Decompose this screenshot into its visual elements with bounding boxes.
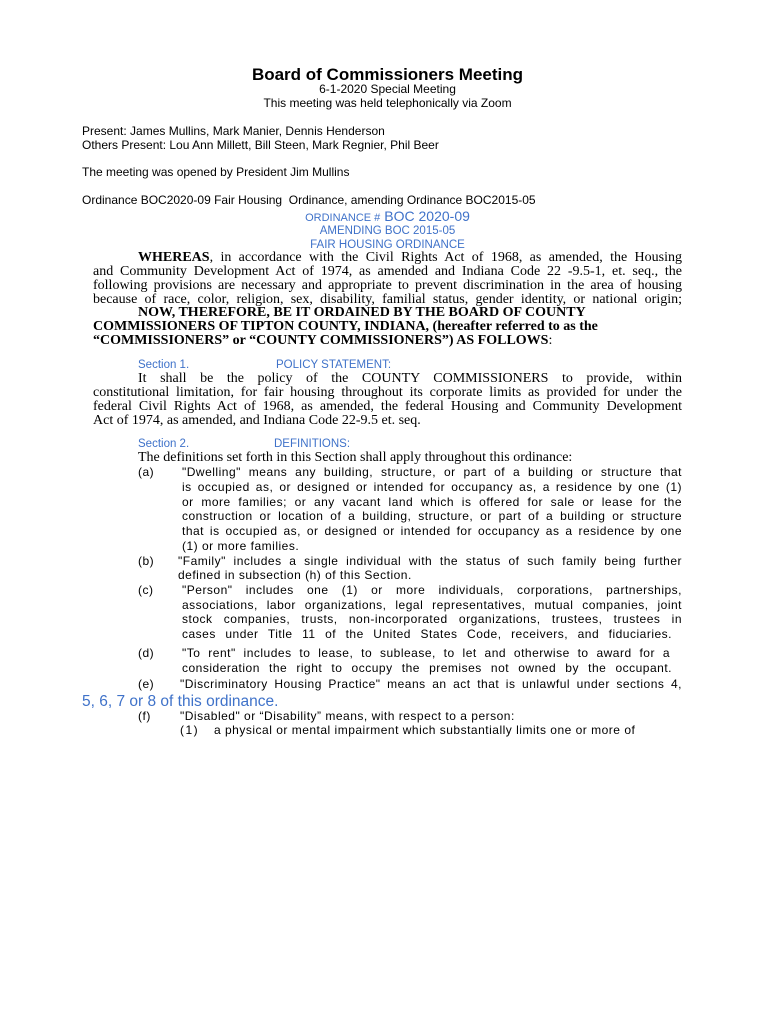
ordinance-label: ORDINANCE #: [305, 212, 381, 224]
section-line: Act of 1974, as amended, and Indiana Code 22-9.5 et. seq.: [93, 413, 421, 428]
section-line: constitutional limitation, for fair housing throughout its corporate limits as provided for under the: [93, 385, 682, 400]
subitem-text: a physical or mental impairment which substantially limits one or more of: [214, 723, 636, 737]
definition-line: "Disabled" or “Disability” means, with respect to a person:: [180, 709, 515, 723]
definition-marker: (b): [138, 554, 155, 568]
section-heading: DEFINITIONS:: [274, 438, 351, 450]
definition-line: stock companies, trusts, non-incorporated organizations, trustees, trustees in: [182, 612, 682, 626]
definition-marker: (d): [138, 646, 155, 660]
definition-line: that is occupied as, or designed or intended for occupancy as a residence by one: [182, 524, 682, 538]
definition-line: cases under Title 11 of the United States Code, receivers, and fiduciaries.: [182, 627, 672, 641]
whereas-line-text: , in accordance with the Civil Rights Act of 1968, as amended, the Housing: [209, 250, 682, 265]
ordinance-number: BOC 2020-09: [384, 208, 470, 224]
definition-line: associations, labor organizations, legal representatives, mutual companies, joint: [182, 598, 682, 612]
meeting-format-note: This meeting was held telephonically via Zoom: [263, 96, 512, 110]
agenda-item: Ordinance BOC2020-09 Fair Housing Ordinance, amending Ordinance BOC2015-05: [82, 193, 536, 207]
definition-line: "Discriminatory Housing Practice" means an act that is unlawful under sections 4,: [180, 677, 682, 691]
definition-continuation: 5, 6, 7 or 8 of this ordinance.: [82, 693, 279, 710]
section-heading: POLICY STATEMENT:: [276, 359, 392, 371]
whereas-lead: WHEREAS: [138, 250, 210, 265]
definition-line: defined in subsection (h) of this Section.: [178, 568, 412, 582]
section-number: Section 1.: [138, 359, 190, 371]
ordinance-amends: AMENDING BOC 2015-05: [319, 225, 456, 237]
whereas-line: and Community Development Act of 1974, as amended and Indiana Code 22 -9.5-1, et. seq., the: [93, 264, 682, 279]
whereas-line: [138, 251, 682, 265]
definition-line: construction or location of a building, structure, or part of a building or structure: [182, 509, 682, 523]
ordinance-name: FAIR HOUSING ORDINANCE: [310, 239, 465, 251]
section-number: Section 2.: [138, 438, 190, 450]
section-intro: The definitions set forth in this Section shall apply throughout this ordinance:: [138, 450, 573, 465]
whereas-line: following provisions are necessary and appropriate to prevent discrimination in the area of housing: [93, 278, 682, 293]
definition-line: consideration the right to occupy the premises not owned by the occupant.: [182, 661, 672, 675]
meeting-date: 6-1-2020 Special Meeting: [319, 82, 456, 96]
definition-marker: (f): [138, 709, 151, 723]
whereas-line: because of race, color, religion, sex, disability, familial status, gender identity, or national origin;: [93, 292, 682, 307]
attendance-present: Present: James Mullins, Mark Manier, Dennis Henderson: [82, 124, 385, 138]
definition-line: or more families; or any vacant land which is offered for sale or lease for the: [182, 495, 682, 509]
attendance-others-present: Others Present: Lou Ann Millett, Bill Steen, Mark Regnier, Phil Beer: [82, 138, 439, 152]
section-line: It shall be the policy of the COUNTY COMMISSIONERS to provide, within: [138, 371, 682, 386]
ordained-line: [93, 334, 552, 348]
definition-line: is occupied as, or designed or intended for occupancy as, a residence by one (1): [182, 480, 682, 494]
ordained-line-text: “COMMISSIONERS” or “COUNTY COMMISSIONERS”) AS FOLLOWS: [93, 333, 549, 348]
definition-marker: (c): [138, 583, 154, 597]
definition-line: "To rent" includes to lease, to sublease, to let and otherwise to award for a: [182, 646, 670, 660]
subitem-marker: (1): [180, 723, 200, 737]
definition-line: "Family" includes a single individual with the status of such family being further: [178, 554, 682, 568]
definition-marker: (e): [138, 677, 155, 691]
definition-marker: (a): [138, 465, 155, 479]
opening-statement: The meeting was opened by President Jim Mullins: [82, 165, 350, 179]
ordained-end-punct: :: [548, 333, 553, 348]
meeting-title: Board of Commissioners Meeting: [251, 65, 524, 84]
section-line: federal Civil Rights Act of 1968, as amended, the federal Housing and Community Development: [93, 399, 682, 414]
ordained-line: COMMISSIONERS OF TIPTON COUNTY, INDIANA, (hereafter referred to as the: [93, 319, 598, 334]
ordained-line: NOW, THEREFORE, BE IT ORDAINED BY THE BOARD OF COUNTY: [138, 305, 586, 320]
definition-line: "Person" includes one (1) or more individuals, corporations, partnerships,: [182, 583, 682, 597]
definition-line: (1) or more families.: [182, 539, 300, 553]
definition-line: "Dwelling" means any building, structure, or part of a building or structure that: [182, 465, 682, 479]
